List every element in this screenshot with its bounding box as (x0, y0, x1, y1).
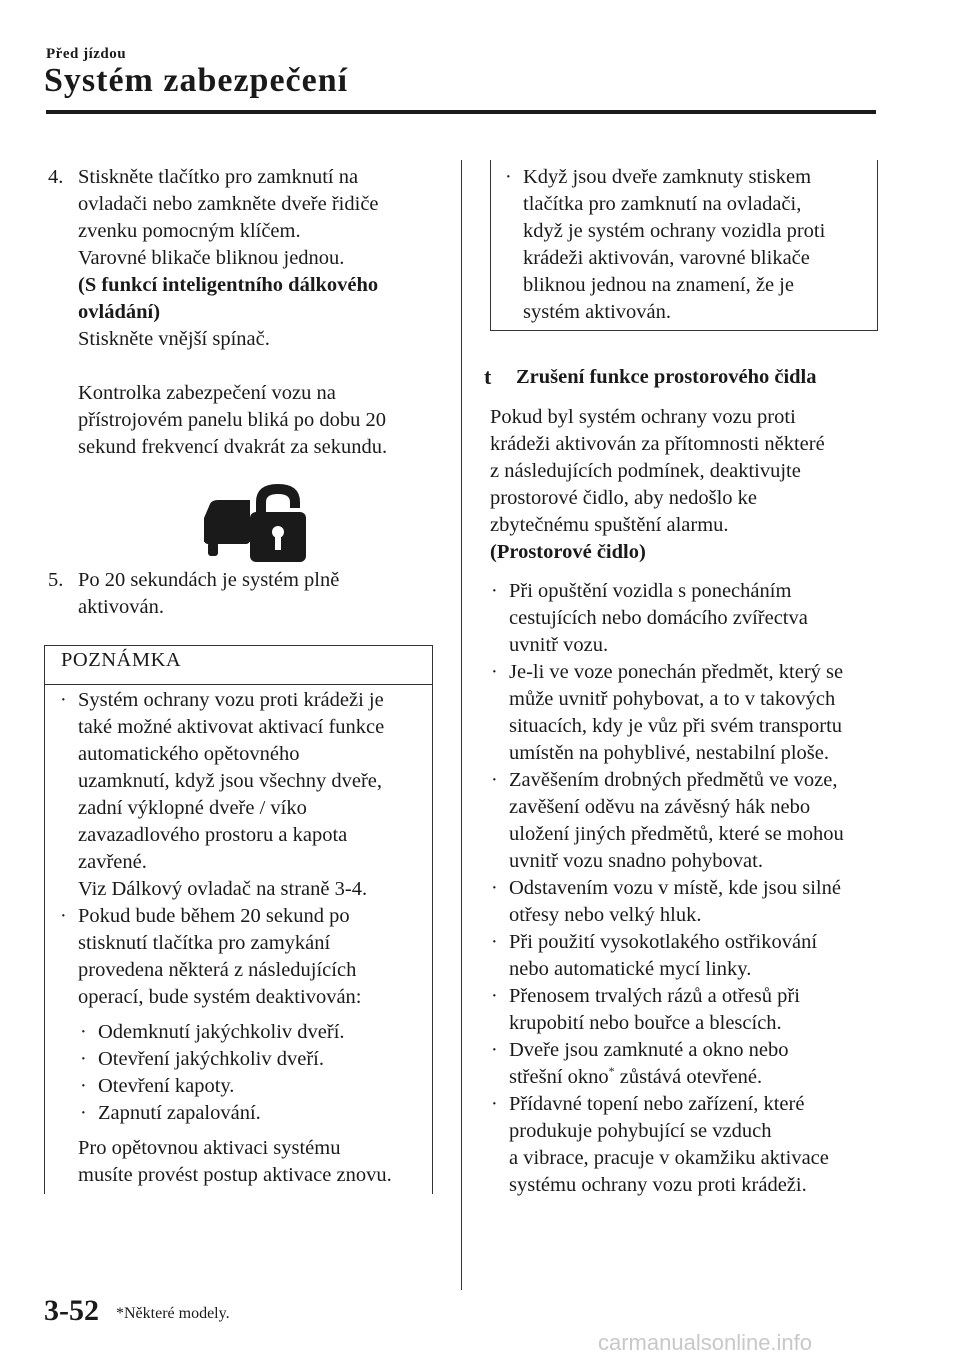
list-line: produkuje pohybující se vzduch (509, 1120, 772, 1142)
bullet-dot: · (505, 166, 512, 188)
step-4-number: 4. (48, 166, 64, 188)
note-closing-line: Pro opětovnou aktivaci systému (78, 1137, 341, 1159)
list-item (491, 875, 879, 929)
note-box-continued-bullet (505, 164, 871, 326)
note-content (60, 687, 423, 1189)
bullet-dot: · (491, 580, 498, 602)
note-line: systém aktivován. (523, 301, 672, 323)
step-4-para2-line: Kontrolka zabezpečení vozu na (78, 382, 336, 404)
note-line: Když jsou dveře zamknuty stiskem (523, 166, 812, 188)
note-sub-text: Odemknutí jakýchkoliv dveří. (98, 1021, 345, 1043)
bullet-dot: · (491, 769, 498, 791)
note-sub-bullet (80, 1046, 423, 1073)
list-line: Odstavením vozu v místě, kde jsou silné (509, 877, 841, 899)
list-line: nebo automatické mycí linky. (509, 958, 752, 980)
section-heading: Zrušení funkce prostorového čidla (516, 366, 817, 388)
step-4-text (78, 164, 448, 461)
note-line: provedena některá z následujících (78, 959, 357, 981)
note-line: zadní výklopné dveře / víko (78, 797, 307, 819)
roof-text: střešní okno (509, 1066, 609, 1088)
list-line: Přenosem trvalých rázů a otřesů při (509, 985, 800, 1007)
intro-line: zbytečnému spuštění alarmu. (490, 514, 729, 536)
list-line: uvnitř vozu snadno pohybovat. (509, 850, 763, 872)
list-line (509, 1064, 879, 1091)
intro-line: z následujících podmínek, deaktivujte (490, 460, 801, 482)
bullet-dot: · (80, 1021, 87, 1043)
note-line: uzamknutí, když jsou všechny dveře, (78, 770, 383, 792)
page-number: 3-52 (44, 1294, 99, 1327)
note-sub-bullets (78, 1019, 423, 1127)
list-line: Při opuštění vozidla s ponecháním (509, 580, 792, 602)
note-line: tlačítka pro zamknutí na ovladači, (523, 193, 802, 215)
subheading: (Prostorové čidlo) (490, 541, 646, 563)
list-line: umístěn na pohyblivé, nestabilní ploše. (509, 742, 829, 764)
list-item (491, 1037, 879, 1091)
watermark: carmanualsonline.info (598, 1330, 813, 1355)
bullet-dot: · (491, 661, 498, 683)
list-line: uvnitř vozu. (509, 634, 609, 656)
step-5-line: Po 20 sekundách je systém plně (78, 569, 340, 591)
bullet-dot: · (80, 1102, 87, 1124)
step-4-line: ovladači nebo zamkněte dveře řidiče (78, 193, 379, 215)
note-sub-text: Zapnutí zapalování. (98, 1102, 261, 1124)
note-line: Viz Dálkový ovladač na straně 3-4. (78, 878, 368, 900)
list-line: Dveře jsou zamknuté a okno nebo (509, 1039, 789, 1061)
list-line: uložení jiných předmětů, které se mohou (509, 823, 844, 845)
list-item (491, 767, 879, 875)
intro-line: krádeži aktivován za přítomnosti některé (490, 433, 825, 455)
list-item (491, 1091, 879, 1199)
list-line: systému ochrany vozu proti krádeži. (509, 1174, 807, 1196)
note-line: bliknou jednou na znamení, že je (523, 274, 794, 296)
list-line: může uvnitř pohybovat, a to v takových (509, 688, 836, 710)
note-bullet-2 (60, 903, 423, 1011)
note-line: také možné aktivovat aktivací funkce (78, 716, 385, 738)
bullet-dot: · (60, 689, 67, 711)
car-lock-icon (198, 482, 308, 566)
list-line: Zavěšením drobných předmětů ve voze, (509, 769, 838, 791)
step-4-line: Stiskněte tlačítko pro zamknutí na (78, 166, 359, 188)
step-4-bold-line: ovládání) (78, 301, 161, 323)
roof-text-end: zůstává otevřené. (614, 1066, 763, 1088)
bullet-dot: · (80, 1075, 87, 1097)
column-divider (461, 160, 462, 1290)
bullet-dot: · (491, 877, 498, 899)
note-header-rule (44, 684, 432, 685)
list-line: Přídavné topení nebo zařízení, které (509, 1093, 805, 1115)
note-bullet-1 (60, 687, 423, 903)
intro-paragraph (490, 404, 876, 566)
intro-line: prostorové čidlo, aby nedošlo ke (490, 487, 758, 509)
note-sub-bullet (80, 1073, 423, 1100)
list-line: zavěšení oděvu na závěsný hák nebo (509, 796, 811, 818)
note-sub-bullet (80, 1100, 423, 1127)
list-line: krupobití nebo bouřce a blescích. (509, 1012, 782, 1034)
list-item (491, 929, 879, 983)
note-line: stisknutí tlačítka pro zamykání (78, 932, 331, 954)
note-line: Pokud bude během 20 sekund po (78, 905, 350, 927)
page-title: Systém zabezpečení (44, 62, 349, 99)
heading-marker: t (484, 364, 492, 389)
bullet-dot: · (491, 985, 498, 1007)
step-4-line: Varovné blikače bliknou jednou. (78, 247, 345, 269)
note-line: zavazadlového prostoru a kapota (78, 824, 348, 846)
step-5-line: aktivován. (78, 596, 164, 618)
section-label: Před jízdou (46, 46, 127, 62)
note-sub-text: Otevření jakýchkoliv dveří. (98, 1048, 325, 1070)
note-line: zavřené. (78, 851, 147, 873)
list-item (491, 659, 879, 767)
list-item (491, 983, 879, 1037)
bullet-dot: · (491, 931, 498, 953)
step-4-para2-line: sekund frekvencí dvakrát za sekundu. (78, 436, 388, 458)
bullet-dot: · (491, 1093, 498, 1115)
bullet-dot: · (60, 905, 67, 927)
note-sub-bullet (80, 1019, 423, 1046)
note-line: krádeži aktivován, varovné blikače (523, 247, 810, 269)
list-line: Při použití vysokotlakého ostřikování (509, 931, 818, 953)
footnote: *Některé modely. (116, 1305, 230, 1322)
list-line: Je-li ve voze ponechán předmět, který se (509, 661, 844, 683)
list-line: a vibrace, pracuje v okamžiku aktivace (509, 1147, 829, 1169)
bullet-dot: · (80, 1048, 87, 1070)
bullet-dot: · (491, 1039, 498, 1061)
title-rule (46, 110, 876, 114)
asterisk: * (608, 1064, 615, 1079)
step-4-after-bold: Stiskněte vnější spínač. (78, 328, 270, 350)
note-line: operací, bude systém deaktivován: (78, 986, 362, 1008)
list-item (491, 578, 879, 659)
sensor-conditions-list (491, 578, 879, 1199)
step-4-bold-line: (S funkcí inteligentního dálkového (78, 274, 379, 296)
list-line: otřesy nebo velký hluk. (509, 904, 702, 926)
list-line: cestujících nebo domácího zvířectva (509, 607, 808, 629)
note-line: Systém ochrany vozu proti krádeži je (78, 689, 384, 711)
note-line: automatického opětovného (78, 743, 300, 765)
step-4-para2-line: přístrojovém panelu bliká po dobu 20 (78, 409, 387, 431)
note-title: POZNÁMKA (61, 649, 182, 671)
intro-line: Pokud byl systém ochrany vozu proti (490, 406, 796, 428)
note-closing-line: musíte provést postup aktivace znovu. (78, 1164, 392, 1186)
list-line: situacích, kdy je vůz při svém transportu (509, 715, 843, 737)
note-sub-text: Otevření kapoty. (98, 1075, 235, 1097)
step-5-number: 5. (48, 569, 64, 591)
step-4-line: zvenku pomocným klíčem. (78, 220, 301, 242)
step-5-text (78, 567, 448, 621)
note-line: když je systém ochrany vozidla proti (523, 220, 826, 242)
